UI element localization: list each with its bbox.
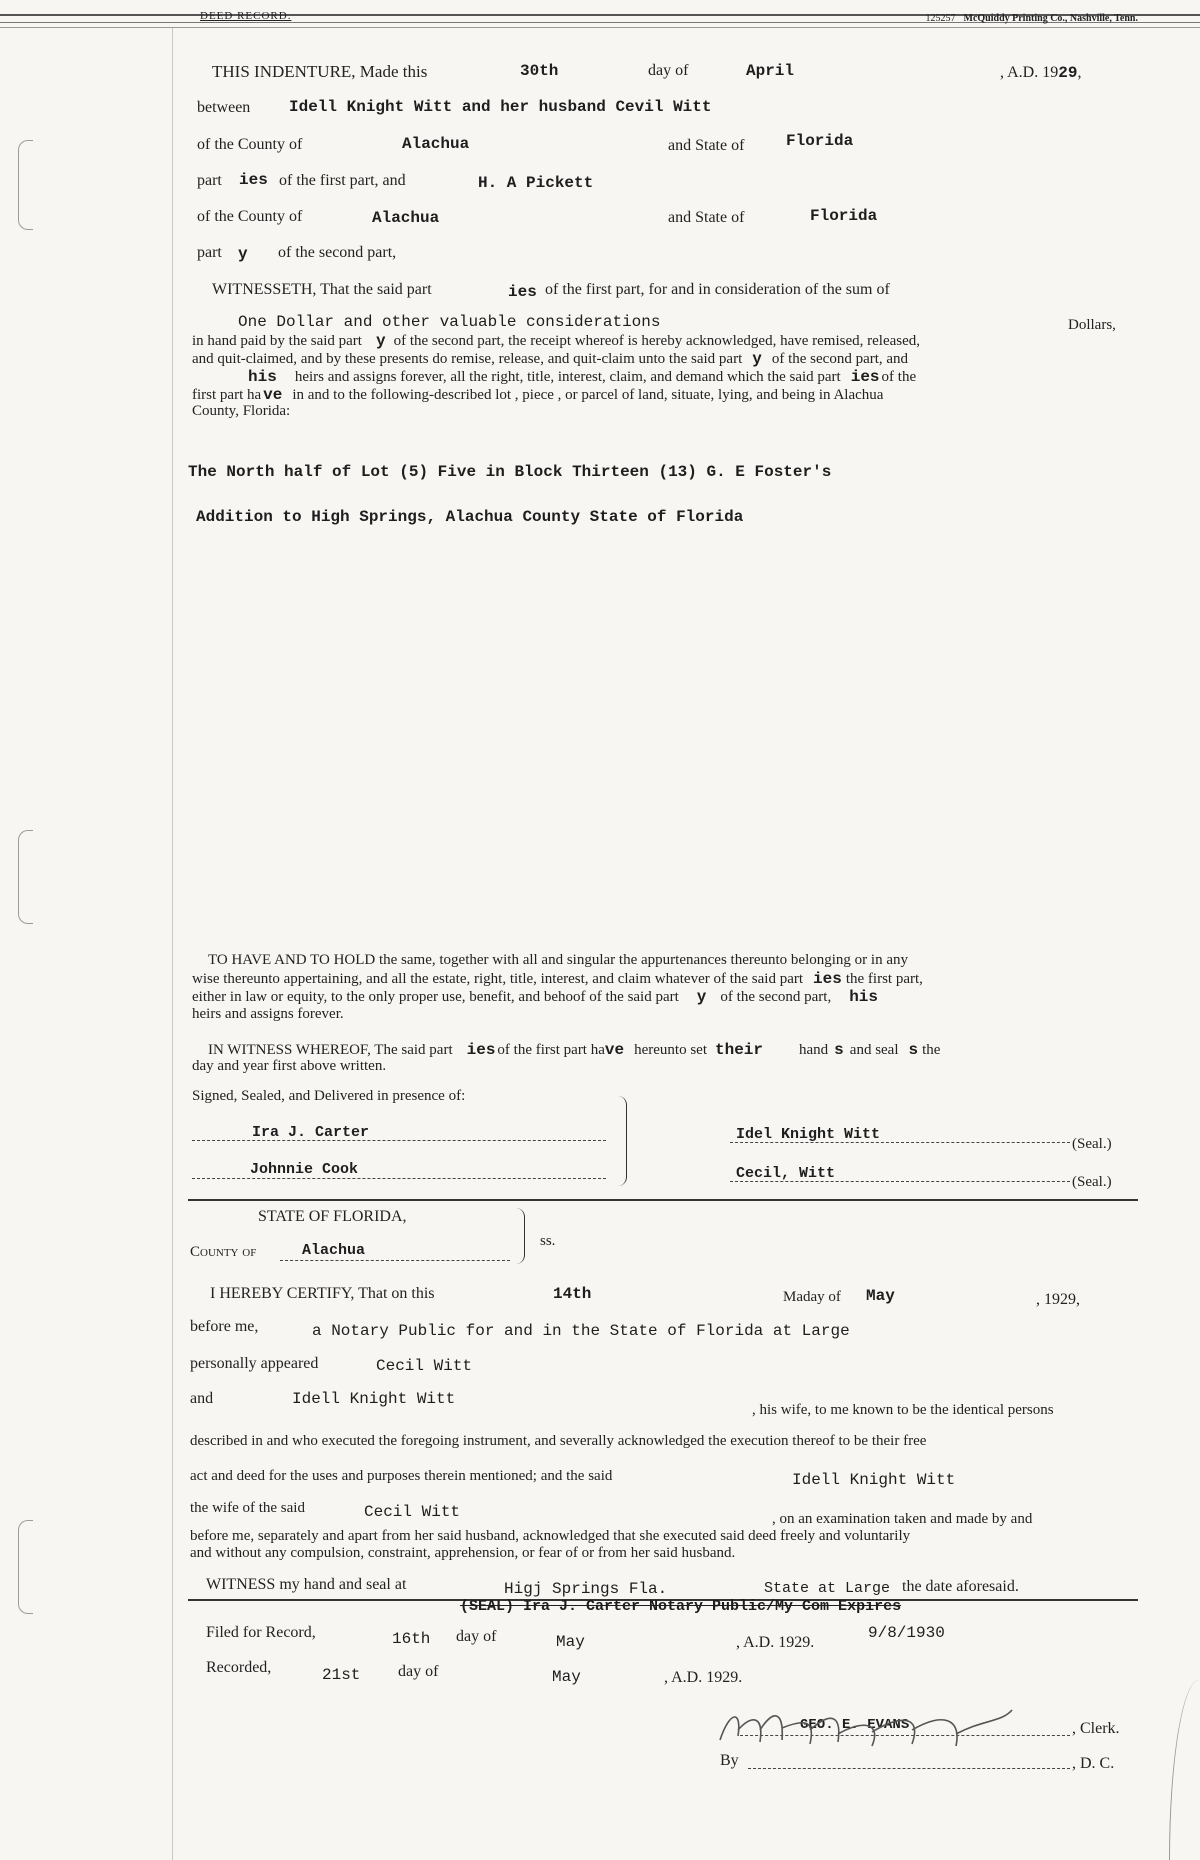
county-1: Alachua [402,135,470,153]
dollars-label: Dollars, [1068,317,1116,333]
ack-state-at-large: State at Large [764,1580,891,1597]
ack-state: STATE OF FLORIDA, [258,1208,407,1225]
second-part-text: of the second part, [278,244,397,261]
margin-line [172,28,173,1860]
ack-certify: I HEREBY CERTIFY, That on this [210,1285,435,1302]
witnesseth-part-suffix: ies [508,283,537,301]
county-2: Alachua [372,209,440,227]
seal-label-1: (Seal.) [1072,1136,1112,1152]
indenture-intro: THIS INDENTURE, Made this [212,62,428,81]
filed-label: Filed for Record, [206,1624,316,1641]
ack-day: 14th [553,1285,592,1303]
ack-day-of: Maday of [783,1289,841,1305]
county-label-2: of the County of [197,208,303,225]
state-2: Florida [810,207,878,225]
ack-body-2: act and deed for the uses and purposes therein mentioned; and the said [190,1468,613,1484]
state-label-2: and State of [668,209,745,226]
page-curl [1169,1680,1200,1860]
indenture-month: April [746,62,795,80]
part-suffix-2: y [238,245,248,263]
witness-line-2 [192,1178,606,1179]
witnesseth-line-3: his heirs and assigns forever, all the right, title, interest, claim, and demand which the said part ies of the [248,368,917,386]
indenture-day: 30th [520,62,559,80]
deed-record-header: DEED RECORD. [200,10,292,22]
form-number: 125257 [925,13,956,24]
county-label-1: of the County of [197,136,303,153]
clerk-name: GEO. E. EVANS [800,1717,910,1733]
clerk-title: , Clerk. [1072,1720,1120,1737]
ack-husband-name: Cecil Witt [364,1503,461,1521]
ack-and-label: and [190,1390,214,1407]
witnesseth-line-2: and quit-claimed, and by these presents do remise, release, and quit-claim unto the said part y of the second part, and [192,350,909,368]
ack-appeared-1: Cecil Witt [376,1357,473,1375]
state-label-1: and State of [668,137,745,154]
habendum-line-4: heirs and assigns forever. [192,1006,344,1022]
witnesseth-prefix: WITNESSETH, That the said part [212,281,432,298]
clerk-signature-icon [712,1700,1032,1760]
ack-officer: a Notary Public for and in the State of Florida at Large [312,1322,850,1340]
recorded-month: May [552,1668,581,1686]
ack-wife-name: Idell Knight Witt [792,1471,956,1489]
commission-expires: 9/8/1930 [868,1624,945,1642]
witnesseth-line-5: County, Florida: [192,403,291,419]
signed-in-presence: Signed, Sealed, and Delivered in presence of: [192,1088,466,1104]
ack-year: , 1929, [1036,1291,1080,1308]
recorded-day: 21st [322,1666,361,1684]
ack-body-4: before me, separately and apart from her said husband, acknowledged that she executed said deed freely and voluntarily [190,1528,911,1544]
ack-notary-strike: (SEAL) Ira J. Carter Notary Public/My Com Expires [460,1598,902,1615]
recorded-day-of: day of [398,1663,439,1680]
ack-month: May [866,1287,895,1305]
filed-month: May [556,1633,585,1651]
ack-body-3b: , on an examination taken and made by and [772,1511,1033,1527]
ack-body-3a: the wife of the said [190,1500,305,1516]
between-label: between [197,99,251,116]
by-label: By [720,1752,739,1769]
binder-tab-icon [18,830,33,924]
top-rule-3 [0,27,1200,28]
habendum-line-2: wise thereunto appertaining, and all the estate, right, title, interest, and claim whatever of the said part ies the first part, [192,970,923,988]
testimonium-line-1: IN WITNESS WHEREOF, The said part ies of the first part have hereunto set their hand s and seal s the [208,1041,941,1059]
grantors: Idell Knight Witt and her husband Cevil Witt [289,98,712,116]
ack-ss: ss. [540,1233,556,1249]
printer-name: McQuiddy Printing Co., Nashville, Tenn. [963,13,1138,24]
ack-county-label: County of [190,1244,257,1260]
ack-wife-text: , his wife, to me known to be the identical persons [752,1402,1054,1418]
ack-county: Alachua [302,1242,366,1259]
signatory-1: Idel Knight Witt [736,1126,881,1143]
signatory-2: Cecil, Witt [736,1165,836,1182]
habendum-line-3: either in law or equity, to the only proper use, benefit, and behoof of the said part y of the second part, his [192,988,879,1006]
ack-date-aforesaid: the date aforesaid. [902,1578,1019,1595]
witnesseth-rest: of the first part, for and in consideration of the sum of [545,281,890,298]
ack-before-me: before me, [190,1318,259,1335]
witnesseth-line-1: in hand paid by the said part y of the second part, the receipt whereof is hereby acknowledged, have remised, released, [192,332,921,350]
binder-tab-icon [18,1520,33,1614]
ack-brace [516,1208,525,1264]
dc-title: , D. C. [1072,1755,1115,1772]
section-divider [188,1199,1138,1201]
consideration: One Dollar and other valuable considerations [238,313,661,331]
ack-body-5: and without any compulsion, constraint, apprehension, or fear of or from her said husband. [190,1545,736,1561]
testimonium-line-2: day and year first above written. [192,1058,387,1074]
ack-appeared-label: personally appeared [190,1355,319,1372]
filed-day-of: day of [456,1628,497,1645]
dc-line [748,1768,1070,1769]
indenture-ad: , A.D. 1929, [1000,64,1082,82]
ack-witness-label: WITNESS my hand and seal at [206,1576,407,1593]
filed-day: 16th [392,1630,431,1648]
habendum-line-1: TO HAVE AND TO HOLD the same, together with all and singular the appurtenances thereunto belonging or in any [208,952,908,968]
witness-2: Johnnie Cook [250,1161,359,1178]
ack-appeared-2: Idell Knight Witt [292,1390,456,1408]
printer-header [926,13,1138,24]
property-line-2: Addition to High Springs, Alachua County State of Florida [196,508,744,526]
filed-year: , A.D. 1929. [736,1634,815,1651]
grantee: H. A Pickett [478,174,594,192]
ack-place: Higj Springs Fla. [504,1580,668,1598]
signature-brace [618,1096,627,1186]
part-suffix-1: ies [239,171,268,189]
recorded-year: , A.D. 1929. [664,1669,743,1686]
first-part-text: of the first part, and [279,172,406,189]
state-1: Florida [786,132,854,150]
binder-tab-icon [18,140,33,230]
indenture-day-of: day of [648,62,689,79]
seal-label-2: (Seal.) [1072,1174,1112,1190]
ack-body-1: described in and who executed the foregoing instrument, and severally acknowledged the execution thereof to be their free [190,1433,927,1449]
part-label-2: part [197,244,222,261]
property-line-1: The North half of Lot (5) Five in Block Thirteen (13) G. E Foster's [188,463,832,481]
recorded-label: Recorded, [206,1659,272,1676]
part-label-1: part [197,172,222,189]
witnesseth-line-4: first part ha ve in and to the following-described lot , piece , or parcel of land, situate, lying, and being in Alachua [192,386,884,404]
witness-1: Ira J. Carter [252,1124,370,1141]
ack-county-line [280,1260,510,1261]
